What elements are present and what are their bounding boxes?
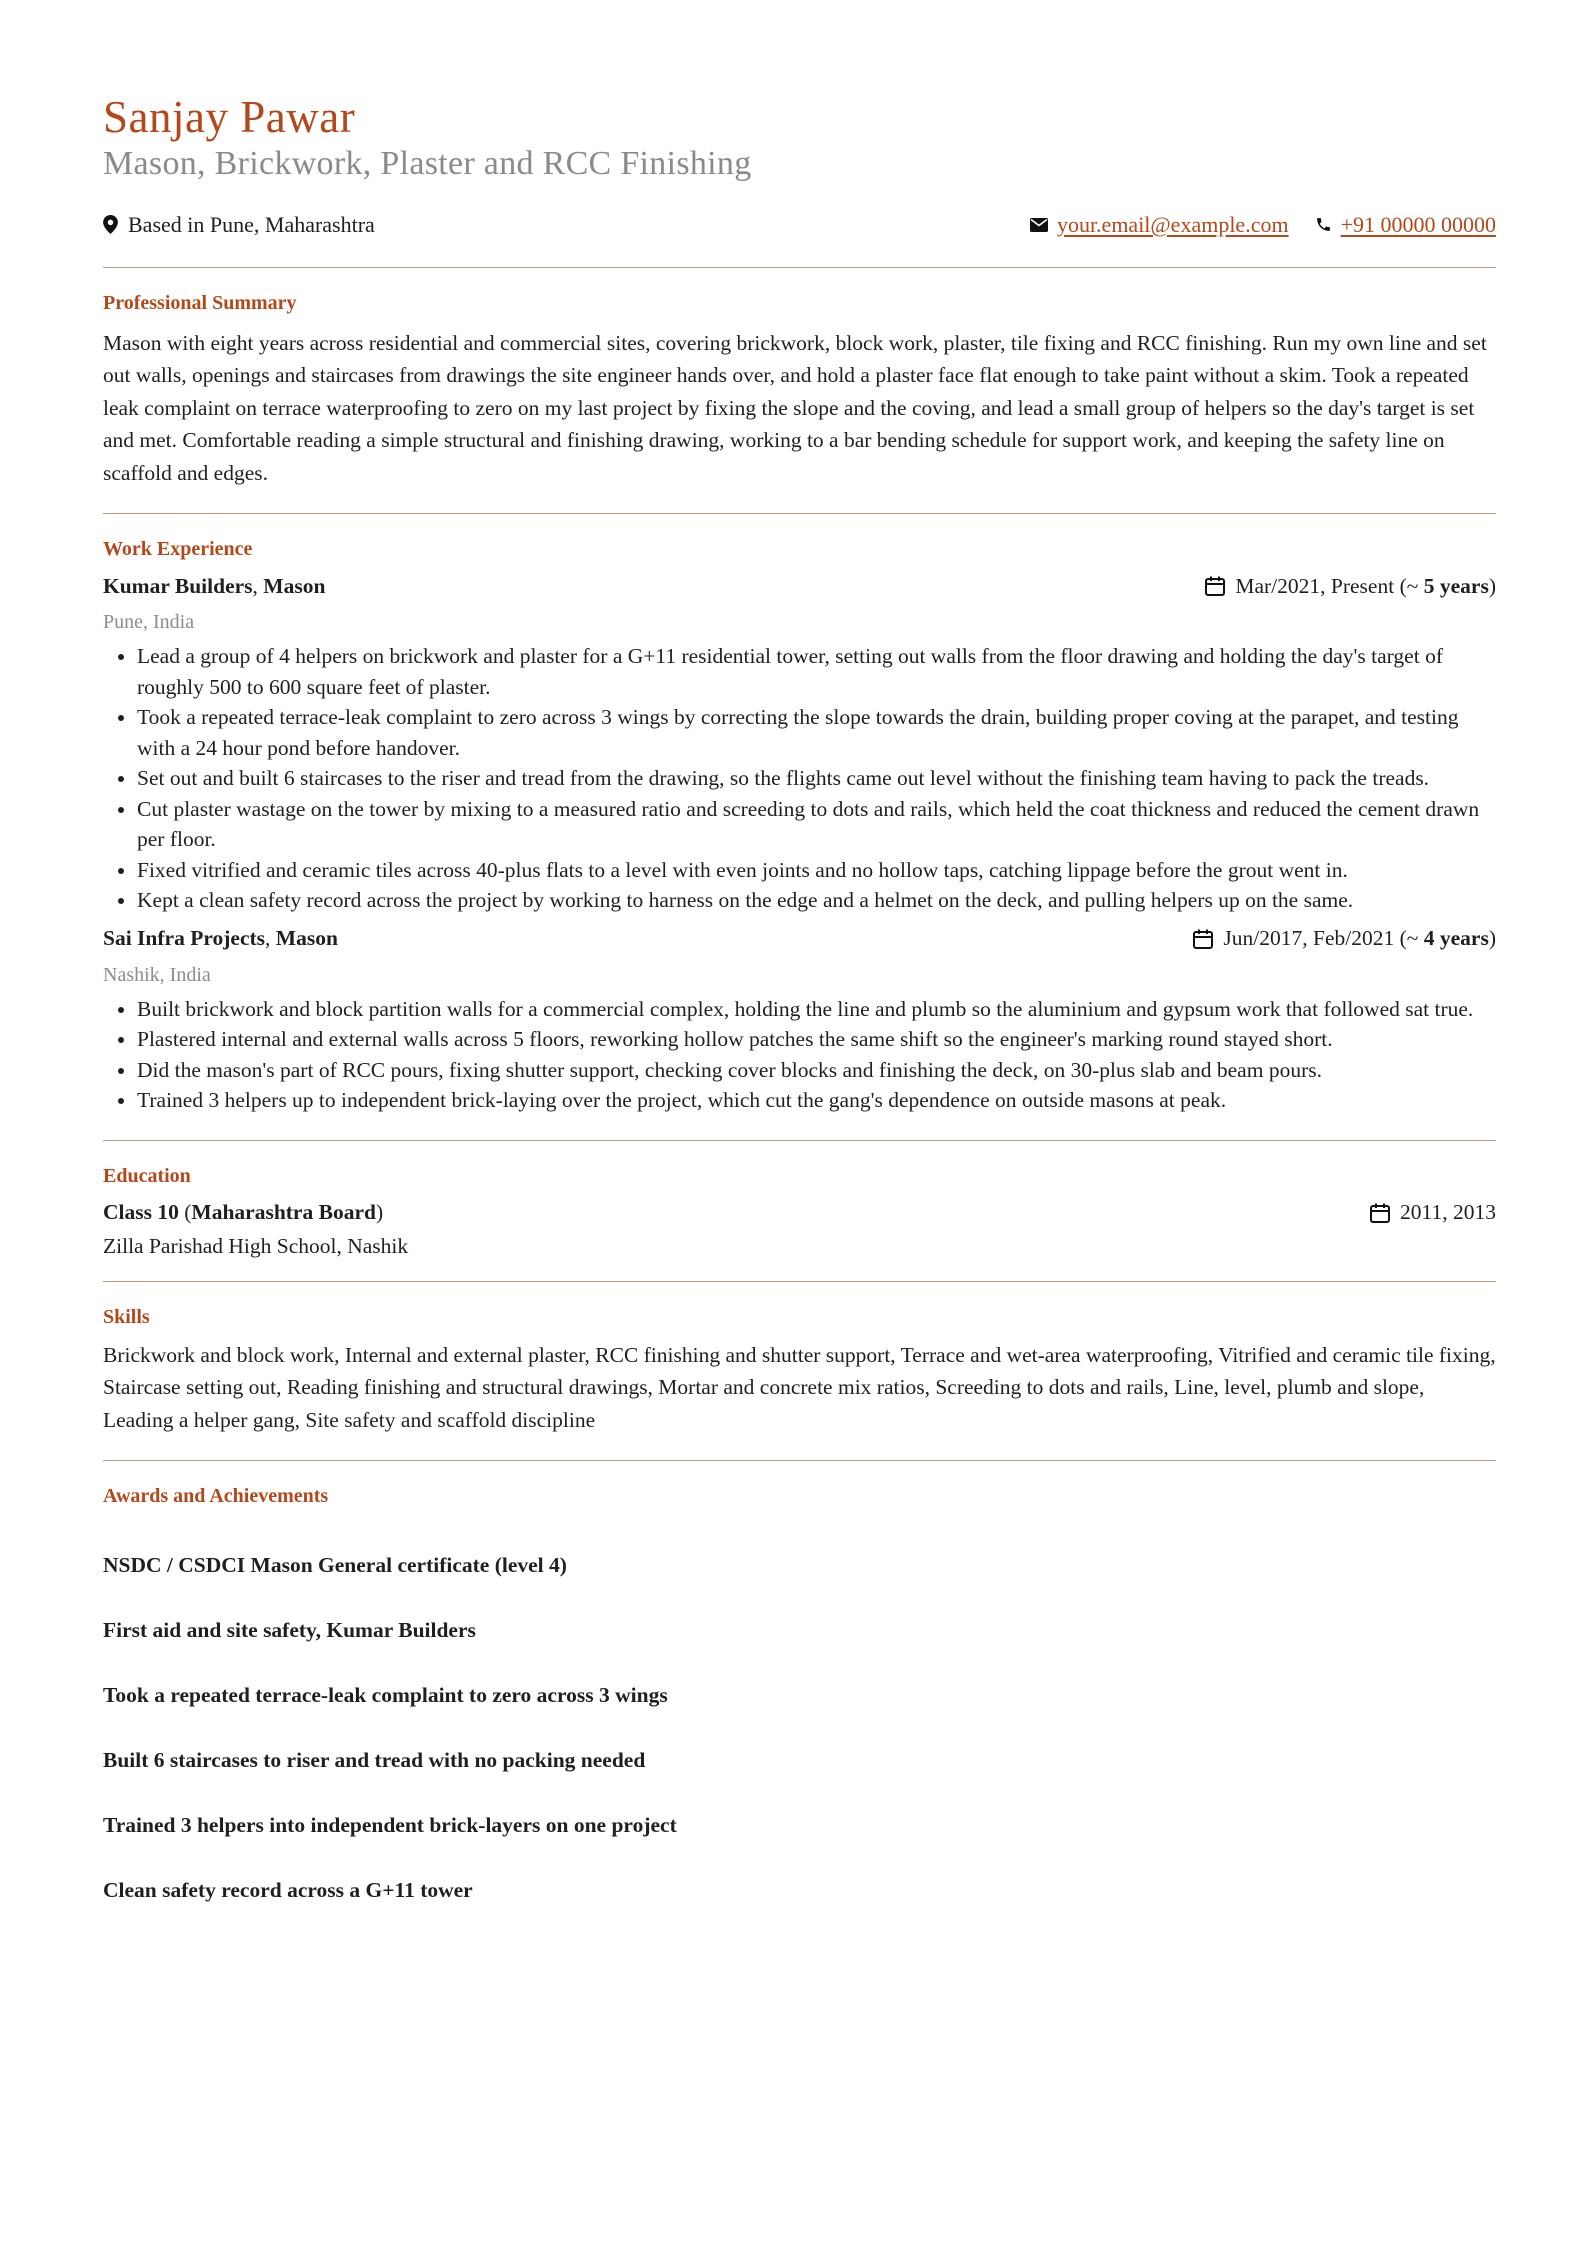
- job-title: [103, 926, 338, 951]
- map-pin-icon: [103, 215, 118, 234]
- awards-section: [103, 1461, 1496, 1940]
- skills-section: [103, 1282, 1496, 1437]
- education-date-range: 2011, 2013: [1400, 1200, 1496, 1225]
- skills-text: Brickwork and block work, Internal and external plaster, RCC finishing and shutter support, Terrace and wet-area waterproofing, Vitrified and ceramic tile fixing, Staircase setting out, Reading finishing and structural drawings, Mortar and concrete mix ratios, Screeding to dots and rails, Line, level, plumb and slope, Leading a helper gang, Site safety and scaffold discipline: [103, 1342, 1496, 1432]
- award-item: Trained 3 helpers into independent brick-layers on one project: [103, 1813, 677, 1838]
- job-header: [103, 569, 1496, 603]
- degree-board-open: (: [178, 1200, 192, 1225]
- award-item: Built 6 staircases to riser and tread with no packing needed: [103, 1748, 646, 1773]
- list-item: • Did the mason's part of RCC pours, fixing shutter support, checking cover blocks and finishing the deck, on 30-plus slab and beam pours.: [137, 1055, 1496, 1086]
- section-title-education: Education: [103, 1164, 191, 1187]
- list-item: • Plastered internal and external walls across 5 floors, reworking hollow patches the same shift so the engineer's marking round stayed short.: [137, 1024, 1496, 1055]
- email-item: [1030, 212, 1289, 238]
- job-date-close: ): [1488, 573, 1496, 598]
- award-item: Clean safety record across a G+11 tower: [103, 1878, 473, 1903]
- job-duration: 4 years: [1423, 926, 1489, 951]
- section-title-skills: Skills: [103, 1305, 150, 1328]
- job-date-close: ): [1488, 926, 1496, 951]
- job-header: [103, 922, 1496, 956]
- phone-icon: [1315, 216, 1332, 233]
- job-company: Kumar Builders: [103, 573, 253, 598]
- list-item: • Fixed vitrified and ceramic tiles across 40-plus flats to a level with even joints and no hollow taps, catching lippage before the grout went in.: [137, 855, 1496, 886]
- summary-section: [103, 268, 1496, 490]
- job-bullets: [103, 641, 1496, 916]
- job-date-range: Mar/2021, Present (~: [1235, 573, 1424, 598]
- experience-section: [103, 514, 1496, 1116]
- job-company: Sai Infra Projects: [103, 926, 266, 951]
- location-item: [103, 212, 375, 238]
- summary-text: Mason with eight years across residential and commercial sites, covering brickwork, block work, plaster, tile fixing and RCC finishing. Run my own line and set out walls, openings and staircases from drawings the site engineer hands over, and hold a plaster face flat enough to take paint without a skim. Took a repeated leak complaint on terrace waterproofing to zero on my last project by fixing the slope and the coving, and lead a small group of helpers so the day's target is set and met. Comfortable reading a simple structural and finishing drawing, working to a bar bending schedule for support work, and keeping the safety line on scaffold and edges.: [103, 330, 1487, 485]
- job-separator: ,: [265, 926, 276, 951]
- calendar-icon: [1204, 575, 1226, 597]
- job-separator: ,: [252, 573, 264, 598]
- degree-board: Maharashtra Board: [191, 1200, 376, 1225]
- phone-link[interactable]: +91 00000 00000: [1340, 211, 1496, 237]
- education-dates: [1369, 1200, 1496, 1225]
- award-item: First aid and site safety, Kumar Builders: [103, 1618, 476, 1643]
- list-item: • Trained 3 helpers up to independent brick-laying over the project, which cut the gang's dependence on outside masons at peak.: [137, 1085, 1496, 1116]
- phone-item: [1315, 212, 1496, 238]
- list-item: • Set out and built 6 staircases to the riser and tread from the drawing, so the flights came out level without the finishing team having to pack the treads.: [137, 763, 1496, 794]
- calendar-icon: [1369, 1202, 1391, 1224]
- degree-name: Class 10: [103, 1200, 179, 1225]
- job-date-range: Jun/2017, Feb/2021 (~: [1223, 926, 1424, 951]
- list-item: • Lead a group of 4 helpers on brickwork and plaster for a G+11 residential tower, setting out walls from the floor drawing and holding the day's target of roughly 500 to 600 square feet of plaster.: [137, 641, 1496, 702]
- list-item: • Took a repeated terrace-leak complaint to zero across 3 wings by correcting the slope towards the drain, building proper coving at the parapet, and testing with a 24 hour pond before handover.: [137, 702, 1496, 763]
- list-item: • Cut plaster wastage on the tower by mixing to a measured ratio and screeding to dots and rails, which held the coat thickness and reduced the cement drawn per floor.: [137, 794, 1496, 855]
- job-role: Mason: [275, 926, 338, 951]
- degree-board-close: ): [375, 1200, 384, 1225]
- candidate-name: Sanjay Pawar: [103, 92, 356, 142]
- award-item: Took a repeated terrace-leak complaint to zero across 3 wings: [103, 1683, 668, 1708]
- envelope-icon: [1030, 218, 1048, 232]
- job-dates: [1192, 926, 1496, 951]
- list-item: • Kept a clean safety record across the project by working to harness on the edge and a helmet on the deck, and pulling helpers up on the same.: [137, 885, 1496, 916]
- location-text: Based in Pune, Maharashtra: [128, 211, 375, 237]
- job-entry: [103, 922, 1496, 1116]
- section-title-awards: Awards and Achievements: [103, 1485, 329, 1508]
- education-school: Zilla Parishad High School, Nashik: [103, 1233, 409, 1258]
- calendar-icon: [1192, 928, 1214, 950]
- contact-links: [1030, 212, 1496, 238]
- job-bullets: [103, 994, 1496, 1116]
- education-section: [103, 1141, 1496, 1259]
- job-entry: [103, 569, 1496, 916]
- education-header: [103, 1196, 1496, 1230]
- section-title-experience: Work Experience: [103, 538, 253, 561]
- section-title-summary: Professional Summary: [103, 291, 297, 314]
- education-degree: [103, 1200, 383, 1225]
- job-role: Mason: [263, 573, 326, 598]
- job-dates: [1204, 574, 1496, 599]
- award-item: NSDC / CSDCI Mason General certificate (level 4): [103, 1553, 567, 1578]
- list-item: • Built brickwork and block partition walls for a commercial complex, holding the line and plumb so the aluminium and gypsum work that followed sat true.: [137, 994, 1496, 1025]
- candidate-headline: Mason, Brickwork, Plaster and RCC Finishing: [103, 145, 752, 183]
- job-duration: 5 years: [1423, 573, 1489, 598]
- email-link[interactable]: your.email@example.com: [1056, 211, 1289, 237]
- job-title: [103, 574, 325, 599]
- contact-row: [103, 209, 1496, 241]
- job-location: Pune, India: [103, 611, 195, 634]
- job-location: Nashik, India: [103, 963, 211, 986]
